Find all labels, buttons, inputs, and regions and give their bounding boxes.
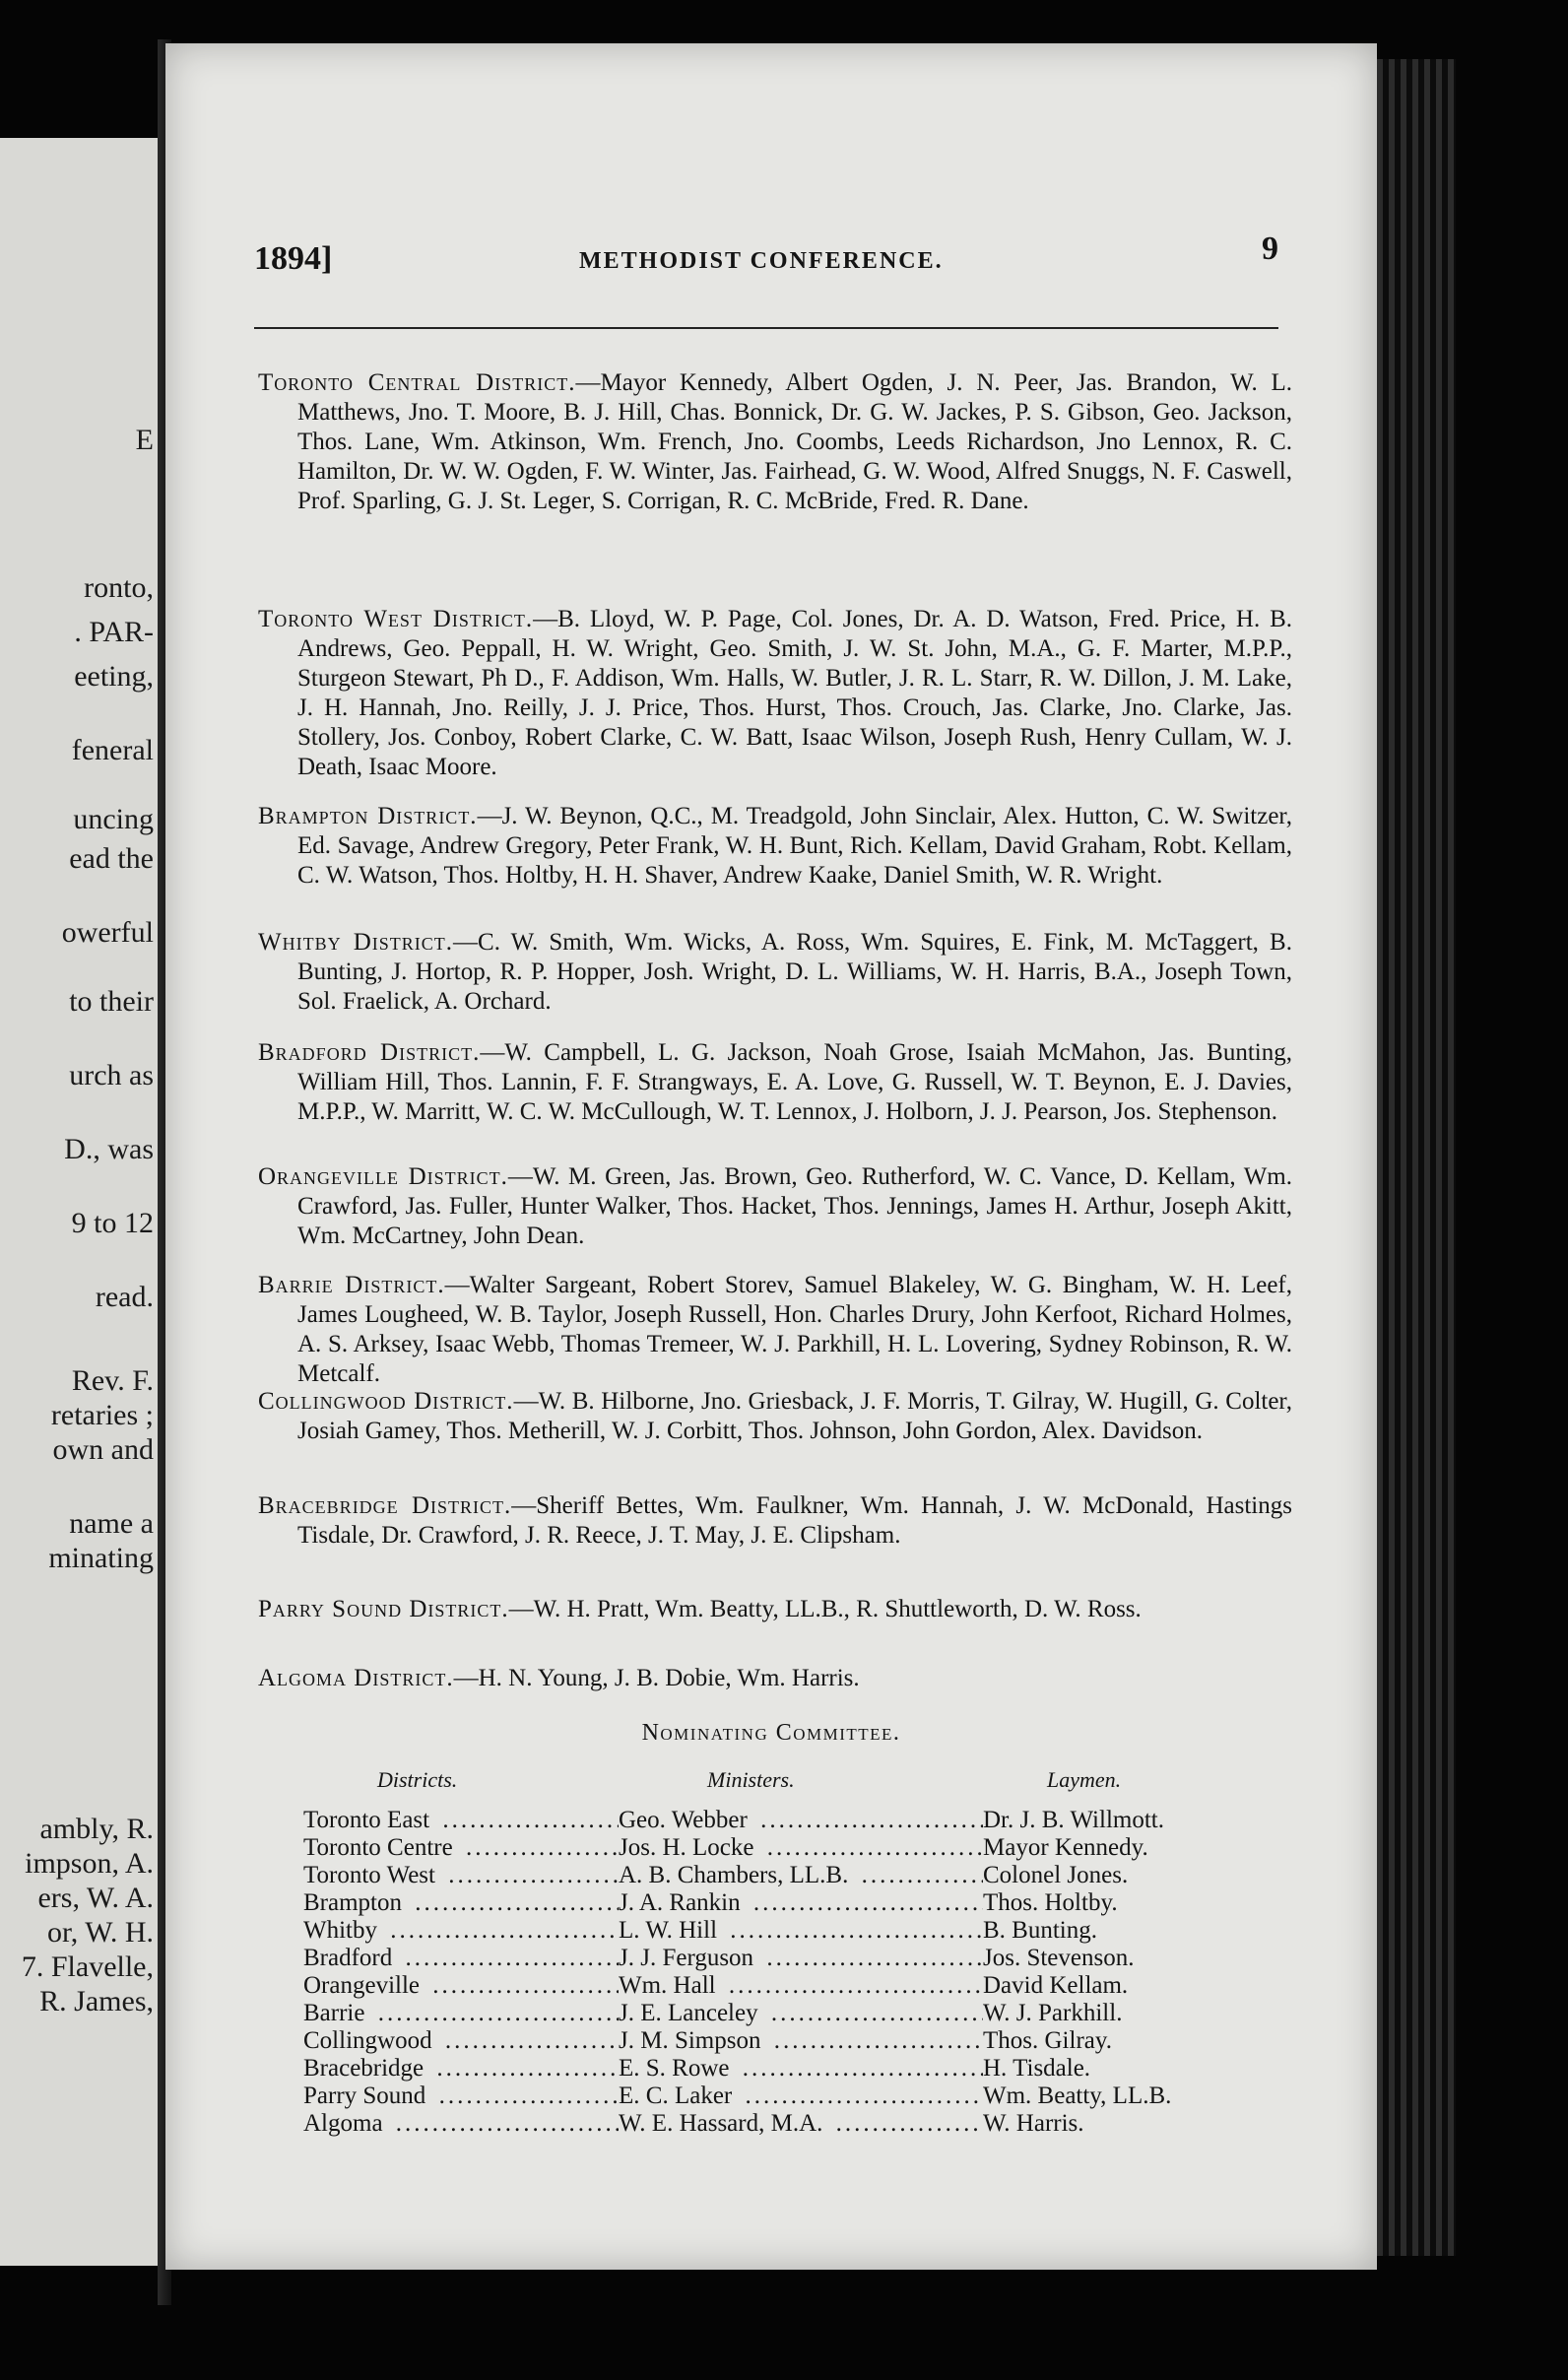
district-paragraph xyxy=(258,1387,1292,1446)
district-members: —Walter Sargeant, Robert Storev, Samuel Blakeley, W. G. Bingham, W. H. Leef, James Lougheed, W. B. Taylor, Joseph Russell, Hon. Charles Drury, John Kerfoot, Richard Holmes, A. S. Arksey, Isaac Webb, Thomas Tremeer, W. J. Parkhill, H. L. Lovering, Sydney Robinson, R. W. Metcalf. xyxy=(297,1272,1293,1387)
committee-minister: Jos. H. Locke xyxy=(619,1834,757,1861)
committee-row xyxy=(303,1917,1249,1945)
district-paragraph xyxy=(258,368,1292,516)
committee-district-cell xyxy=(303,2055,619,2082)
left-page-line: uncing xyxy=(73,803,154,835)
district-name: Bracebridge District. xyxy=(258,1492,512,1519)
committee-layman: B. Bunting. xyxy=(983,1917,1097,1944)
committee-minister: A. B. Chambers, LL.B. xyxy=(619,1862,852,1888)
committee-layman: Colonel Jones. xyxy=(983,1862,1129,1888)
left-page-line: D., was xyxy=(64,1133,154,1165)
committee-district: Collingwood xyxy=(303,2027,436,2054)
district-name: Toronto West District. xyxy=(258,606,534,632)
left-page-line: . PAR- xyxy=(74,616,154,648)
committee-layman-cell xyxy=(983,2000,1249,2027)
left-page-line: eeting, xyxy=(74,660,154,693)
header-laymen: Laymen. xyxy=(1047,1767,1122,1792)
left-page-line: retaries ; xyxy=(50,1399,154,1431)
committee-minister-cell xyxy=(619,1945,983,1972)
district-members: —Sheriff Bettes, Wm. Faulkner, Wm. Hannah, J. W. McDonald, Hastings Tisdale, Dr. Crawford, J. R. Reece, J. T. May, J. E. Clipsham. xyxy=(297,1492,1292,1549)
committee-minister-cell xyxy=(619,2027,983,2055)
committee-layman-cell xyxy=(983,1807,1249,1834)
district-name: Bradford District. xyxy=(258,1039,481,1066)
district-name: Whitby District. xyxy=(258,929,454,956)
committee-district: Parry Sound xyxy=(303,2082,429,2109)
left-page-line: impson, A. xyxy=(25,1847,154,1880)
district-members: —W. M. Green, Jas. Brown, Geo. Rutherford, W. C. Vance, D. Kellam, Wm. Crawford, Jas. Fuller, Hunter Walker, Thos. Hacket, Thos. Jennings, James H. Arthur, Joseph Akitt, Wm. McCartney, John Dean. xyxy=(297,1163,1292,1249)
committee-district-cell xyxy=(303,1972,619,2000)
district-members: —C. W. Smith, Wm. Wicks, A. Ross, Wm. Squires, E. Fink, M. McTaggert, B. Bunting, J. Hortop, R. P. Hopper, Josh. Wright, D. L. Williams, W. H. Harris, B.A., Joseph Town, Sol. Fraelick, A. Orchard. xyxy=(297,929,1292,1015)
page-number: 9 xyxy=(1262,231,1278,267)
page-header xyxy=(254,231,1278,299)
committee-layman-cell xyxy=(983,1889,1249,1917)
committee-district-cell xyxy=(303,1945,619,1972)
committee-district-cell xyxy=(303,1917,619,1945)
committee-district: Toronto Centre xyxy=(303,1834,457,1861)
left-page-line: 9 to 12 xyxy=(71,1207,154,1239)
committee-minister: J. M. Simpson xyxy=(619,2027,764,2054)
committee-layman: H. Tisdale. xyxy=(983,2055,1091,2082)
committee-district-cell xyxy=(303,2082,619,2110)
committee-minister-cell xyxy=(619,2055,983,2082)
committee-row xyxy=(303,2055,1249,2082)
left-page-line: 7. Flavelle, xyxy=(21,1950,154,1983)
district-paragraph xyxy=(258,1664,1292,1693)
left-page-line: ead the xyxy=(69,842,154,875)
district-paragraph xyxy=(258,1162,1292,1251)
committee-layman: Dr. J. B. Willmott. xyxy=(983,1807,1164,1833)
committee-layman-cell xyxy=(983,2055,1249,2082)
district-members: —W. B. Hilborne, Jno. Griesback, J. F. Morris, T. Gilray, W. Hugill, G. Colter, Josiah Gamey, Thos. Metherill, W. J. Corbitt, Thos. Johnson, John Gordon, Alex. Davidson. xyxy=(297,1388,1293,1444)
district-members: —H. N. Young, J. B. Dobie, Wm. Harris. xyxy=(453,1665,860,1691)
district-paragraph xyxy=(258,1038,1292,1127)
district-members: —Mayor Kennedy, Albert Ogden, J. N. Peer, Jas. Brandon, W. L. Matthews, Jno. T. Moore, B. J. Hill, Chas. Bonnick, Dr. G. W. Jackes, P. S. Gibson, Geo. Jackson, Thos. Lane, Wm. Atkinson, Wm. French, Jno. Coombs, Leeds Richardson, Jno Lennox, R. C. Hamilton, Dr. W. W. Ogden, F. W. Winter, Jas. Fairhead, G. W. Wood, Alfred Snuggs, N. F. Caswell, Prof. Sparling, G. J. St. Leger, S. Corrigan, R. C. McBride, Fred. R. Dane. xyxy=(297,369,1293,514)
district-members: —J. W. Beynon, Q.C., M. Treadgold, John Sinclair, Alex. Hutton, C. W. Switzer, Ed. Savage, Andrew Gregory, Peter Frank, W. H. Bunt, Rich. Kellam, David Graham, Robt. Kellam, C. W. Watson, Thos. Holtby, H. H. Shaver, Andrew Kaake, Daniel Smith, W. R. Wright. xyxy=(297,803,1292,889)
committee-district-cell xyxy=(303,1862,619,1889)
left-page-line: name a xyxy=(69,1507,154,1540)
committee-minister-cell xyxy=(619,2082,983,2110)
district-name: Toronto Central District. xyxy=(258,369,576,396)
committee-layman-cell xyxy=(983,1917,1249,1945)
left-page-line: owerful xyxy=(61,916,154,949)
committee-minister: J. A. Rankin xyxy=(619,1889,745,1916)
district-paragraph xyxy=(258,928,1292,1017)
left-page-line: E xyxy=(135,424,154,456)
committee-district: Orangeville xyxy=(303,1972,424,1999)
committee-row xyxy=(303,2110,1249,2138)
district-paragraph xyxy=(258,802,1292,891)
left-page-line: ers, W. A. xyxy=(37,1882,154,1914)
district-name: Orangeville District. xyxy=(258,1163,508,1190)
district-paragraph xyxy=(258,1595,1292,1624)
district-members: —B. Lloyd, W. P. Page, Col. Jones, Dr. A. D. Watson, Fred. Price, H. B. Andrews, Geo. Peppall, H. W. Wright, Geo. Smith, J. W. St. John, M.A., G. F. Marter, M.P.P., Sturgeon Stewart, Ph D., F. Addison, Wm. Halls, W. Butler, J. R. L. Starr, R. W. Dillon, J. M. Lake, J. H. Hannah, Jno. Reilly, J. J. Price, Thos. Hurst, Thos. Crouch, Jas. Clarke, Jno. Clarke, Jas. Stollery, Jos. Conboy, Robert Clarke, C. W. Batt, Isaac Wilson, Joseph Rush, Henry Cullam, W. J. Death, Isaac Moore. xyxy=(297,606,1292,780)
committee-district-cell xyxy=(303,2000,619,2027)
committee-district: Barrie xyxy=(303,2000,368,2026)
committee-minister-cell xyxy=(619,1917,983,1945)
left-page-line: to their xyxy=(69,985,154,1018)
committee-district: Bradford xyxy=(303,1945,396,1971)
committee-table xyxy=(303,1807,1249,2138)
committee-district: Brampton xyxy=(303,1889,406,1916)
committee-minister-cell xyxy=(619,1862,983,1889)
committee-layman-cell xyxy=(983,2027,1249,2055)
left-page-line: or, W. H. xyxy=(47,1916,154,1949)
committee-district: Algoma xyxy=(303,2110,387,2137)
district-members: —W. Campbell, L. G. Jackson, Noah Grose, Isaiah McMahon, Jas. Bunting, William Hill, Thos. Lannin, F. F. Strangways, E. A. Love, G. Russell, W. T. Beynon, E. J. Davies, M.P.P., W. Marritt, W. C. W. McCullough, W. T. Lennox, J. Holborn, J. J. Pearson, Jos. Stephenson. xyxy=(297,1039,1292,1125)
left-page-line: Rev. F. xyxy=(71,1364,154,1397)
left-page-line: feneral xyxy=(71,734,154,766)
committee-layman-cell xyxy=(983,2082,1249,2110)
committee-district: Whitby xyxy=(303,1917,381,1944)
left-page-line: R. James, xyxy=(39,1985,154,2017)
committee-layman: W. J. Parkhill. xyxy=(983,2000,1123,2026)
committee-layman-cell xyxy=(983,1834,1249,1862)
committee-district-cell xyxy=(303,1807,619,1834)
committee-layman: David Kellam. xyxy=(983,1972,1129,1999)
committee-row xyxy=(303,1945,1249,1972)
header-ministers: Ministers. xyxy=(707,1767,795,1792)
committee-minister: E. S. Rowe xyxy=(619,2055,734,2082)
committee-row xyxy=(303,1807,1249,1834)
header-rule xyxy=(254,327,1278,329)
committee-layman: Wm. Beatty, LL.B. xyxy=(983,2082,1172,2109)
committee-layman-cell xyxy=(983,1945,1249,1972)
committee-minister: J. E. Lanceley xyxy=(619,2000,762,2026)
committee-row xyxy=(303,2000,1249,2027)
committee-layman: Jos. Stevenson. xyxy=(983,1945,1135,1971)
header-districts: Districts. xyxy=(377,1767,458,1792)
committee-minister: J. J. Ferguson xyxy=(619,1945,757,1971)
committee-district-cell xyxy=(303,1889,619,1917)
district-members: —W. H. Pratt, Wm. Beatty, LL.B., R. Shuttleworth, D. W. Ross. xyxy=(508,1596,1142,1622)
committee-minister: L. W. Hill xyxy=(619,1917,721,1944)
book-page xyxy=(165,43,1377,2270)
committee-minister-cell xyxy=(619,1807,983,1834)
district-name: Algoma District. xyxy=(258,1665,454,1691)
committee-minister: Geo. Webber xyxy=(619,1807,751,1833)
committee-minister-cell xyxy=(619,2110,983,2138)
committee-minister: W. E. Hassard, M.A. xyxy=(619,2110,826,2137)
committee-district-cell xyxy=(303,1834,619,1862)
committee-layman-cell xyxy=(983,1862,1249,1889)
district-paragraph xyxy=(258,605,1292,782)
committee-layman: Thos. Holtby. xyxy=(983,1889,1118,1916)
committee-minister-cell xyxy=(619,1889,983,1917)
committee-row xyxy=(303,2027,1249,2055)
running-title: METHODIST CONFERENCE. xyxy=(579,248,944,274)
committee-minister-cell xyxy=(619,1972,983,2000)
committee-minister: Wm. Hall xyxy=(619,1972,720,1999)
committee-row xyxy=(303,1972,1249,2000)
committee-minister: E. C. Laker xyxy=(619,2082,736,2109)
left-page-line: urch as xyxy=(69,1059,154,1091)
committee-layman: Thos. Gilray. xyxy=(983,2027,1112,2054)
district-name: Brampton District. xyxy=(258,803,478,829)
committee-row xyxy=(303,1834,1249,1862)
committee-district-cell xyxy=(303,2027,619,2055)
left-page-line: ambly, R. xyxy=(39,1813,154,1845)
district-paragraph xyxy=(258,1271,1292,1389)
committee-layman: W. Harris. xyxy=(983,2110,1084,2137)
committee-district: Toronto West xyxy=(303,1862,439,1888)
header-year: 1894] xyxy=(254,240,333,277)
committee-layman: Mayor Kennedy. xyxy=(983,1834,1148,1861)
district-name: Collingwood District. xyxy=(258,1388,514,1415)
left-page-line: own and xyxy=(52,1433,154,1466)
district-paragraph xyxy=(258,1491,1292,1551)
left-page-line: minating xyxy=(48,1542,154,1574)
district-name: Barrie District. xyxy=(258,1272,445,1298)
committee-district: Toronto East xyxy=(303,1807,433,1833)
committee-district: Bracebridge xyxy=(303,2055,427,2082)
committee-row xyxy=(303,1889,1249,1917)
left-page-line: read. xyxy=(95,1281,154,1313)
committee-minister-cell xyxy=(619,2000,983,2027)
committee-row xyxy=(303,2082,1249,2110)
committee-district-cell xyxy=(303,2110,619,2138)
committee-title: Nominating Committee. xyxy=(641,1720,901,1746)
previous-page-fragment xyxy=(0,138,165,2266)
left-page-line: ronto, xyxy=(84,571,154,604)
committee-minister-cell xyxy=(619,1834,983,1862)
committee-layman-cell xyxy=(983,2110,1249,2138)
committee-layman-cell xyxy=(983,1972,1249,2000)
page-edges xyxy=(1377,59,1456,2256)
district-name: Parry Sound District. xyxy=(258,1596,509,1622)
committee-row xyxy=(303,1862,1249,1889)
